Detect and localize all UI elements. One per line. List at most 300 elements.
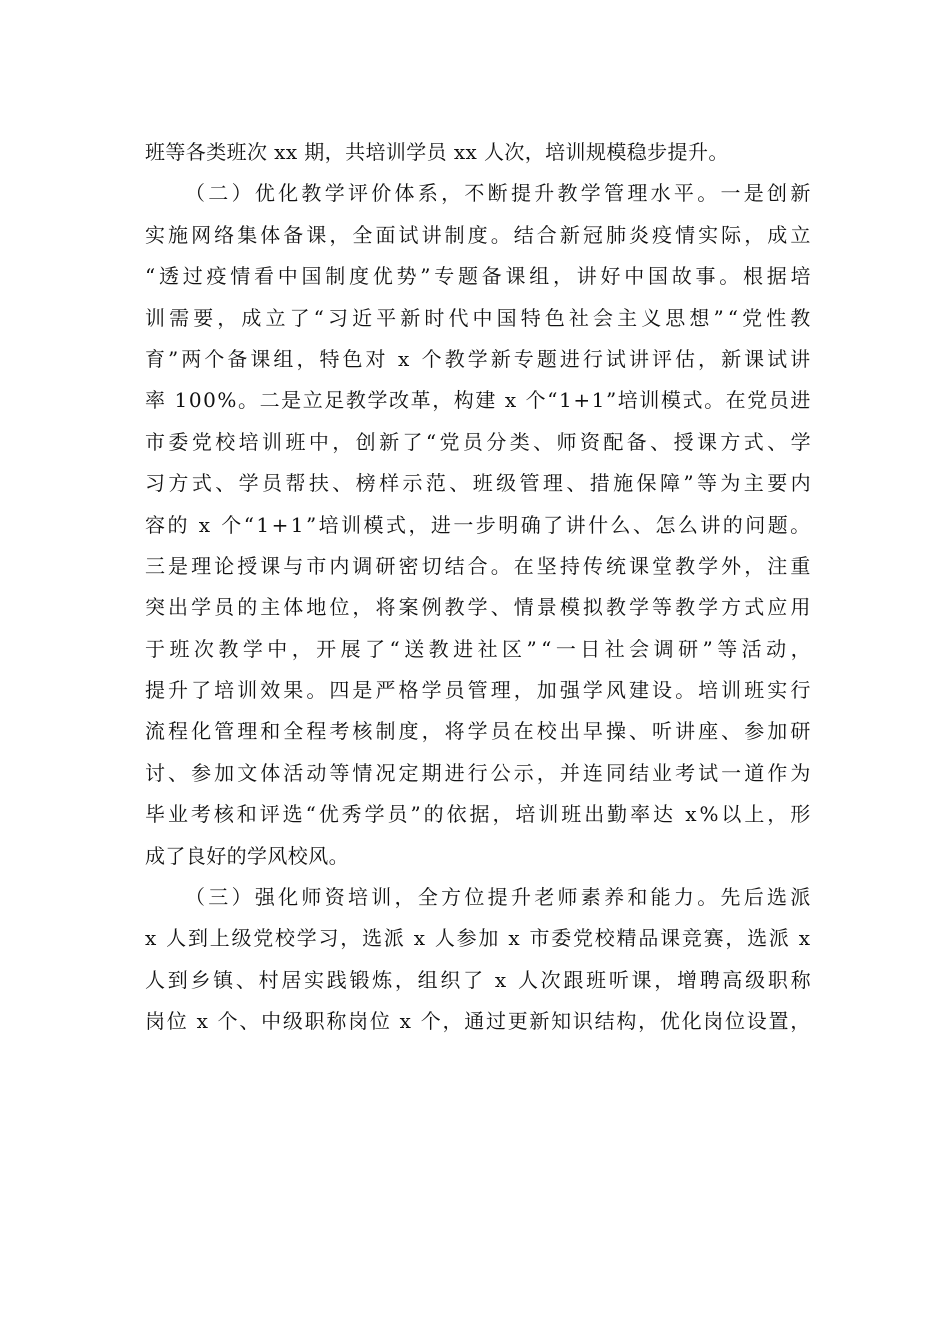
glyph: 的 bbox=[167, 512, 188, 537]
glyph: 新 bbox=[721, 346, 742, 371]
glyph: 职 bbox=[767, 967, 789, 992]
glyph: 。 bbox=[704, 388, 725, 413]
glyph: 校 bbox=[275, 926, 296, 951]
glyph: 保 bbox=[636, 471, 657, 496]
glyph: 试 bbox=[605, 346, 627, 371]
glyph: 两 bbox=[181, 346, 202, 371]
glyph: 问 bbox=[745, 512, 766, 537]
glyph: 党 bbox=[742, 305, 763, 330]
glyph: 员 bbox=[462, 429, 484, 454]
glyph: 1 bbox=[559, 388, 573, 413]
glyph: 备 bbox=[283, 222, 304, 247]
glyph: 、 bbox=[215, 471, 236, 496]
glyph: 试 bbox=[398, 222, 419, 247]
glyph: 聘 bbox=[699, 967, 721, 992]
glyph: 调 bbox=[653, 636, 675, 661]
glyph: 培 bbox=[698, 678, 719, 703]
glyph: 同 bbox=[605, 760, 627, 785]
glyph: 构 bbox=[616, 1009, 637, 1034]
glyph: 资 bbox=[324, 885, 346, 910]
glyph: 讲 bbox=[675, 719, 696, 744]
glyph: 1 bbox=[256, 512, 270, 537]
glyph: 职 bbox=[304, 1009, 326, 1034]
glyph: 出 bbox=[559, 719, 581, 744]
glyph: 密 bbox=[398, 553, 419, 578]
glyph: 派 bbox=[383, 926, 405, 951]
glyph: 加 bbox=[214, 760, 235, 785]
glyph: 位 bbox=[166, 1009, 188, 1034]
glyph: 容 bbox=[145, 512, 166, 537]
glyph: 通 bbox=[464, 1009, 485, 1034]
glyph: 校 bbox=[215, 429, 236, 454]
glyph: 称 bbox=[790, 967, 811, 992]
glyph: 讲 bbox=[565, 512, 587, 537]
glyph: 加 bbox=[478, 926, 499, 951]
glyph: 优 bbox=[254, 181, 276, 206]
glyph: 岗 bbox=[703, 1009, 724, 1034]
glyph: 国 bbox=[301, 264, 322, 289]
glyph: 式 bbox=[385, 512, 407, 537]
glyph: 践 bbox=[326, 967, 348, 992]
glyph: 么 bbox=[610, 512, 631, 537]
glyph: 确 bbox=[520, 512, 542, 537]
glyph: “ bbox=[727, 305, 739, 330]
glyph: x bbox=[399, 1009, 412, 1034]
glyph: 派 bbox=[768, 926, 790, 951]
glyph: 制 bbox=[325, 264, 346, 289]
glyph: 选 bbox=[747, 926, 768, 951]
glyph bbox=[392, 1001, 399, 1042]
glyph: 训 bbox=[237, 678, 258, 703]
glyph: ， bbox=[790, 636, 811, 661]
glyph: 体 bbox=[394, 181, 415, 206]
glyph: 竞 bbox=[681, 926, 703, 951]
glyph: 革 bbox=[410, 388, 432, 413]
glyph: 讨 bbox=[145, 760, 166, 785]
glyph: 传 bbox=[582, 553, 604, 578]
glyph: 教 bbox=[557, 181, 578, 206]
glyph: 进 bbox=[559, 346, 581, 371]
glyph: 等 bbox=[696, 471, 718, 496]
glyph bbox=[210, 1001, 217, 1042]
glyph: 、 bbox=[449, 471, 470, 496]
glyph: 称 bbox=[326, 1009, 347, 1034]
glyph: 出 bbox=[584, 802, 605, 827]
glyph: 后 bbox=[743, 885, 765, 910]
glyph: 市 bbox=[529, 926, 550, 951]
glyph: x bbox=[494, 967, 507, 992]
glyph: 课 bbox=[306, 222, 327, 247]
glyph: 率 bbox=[630, 802, 651, 827]
glyph: 应 bbox=[767, 595, 788, 620]
glyph: 级 bbox=[282, 1009, 304, 1034]
glyph: 班 bbox=[472, 471, 494, 496]
glyph: 人 bbox=[434, 926, 456, 951]
glyph: 在 bbox=[725, 388, 747, 413]
glyph: 。 bbox=[306, 678, 327, 703]
glyph: 网 bbox=[191, 222, 212, 247]
glyph: 分 bbox=[486, 429, 507, 454]
glyph: 上 bbox=[209, 926, 231, 951]
glyph: 成 bbox=[241, 305, 262, 330]
glyph: 体 bbox=[260, 222, 281, 247]
glyph: 区 bbox=[502, 636, 523, 661]
glyph: 以 bbox=[721, 802, 742, 827]
glyph: 肺 bbox=[605, 222, 627, 247]
glyph: 堂 bbox=[652, 553, 673, 578]
body-text bbox=[145, 132, 811, 1043]
glyph: ， bbox=[744, 222, 765, 247]
glyph: 锻 bbox=[349, 967, 370, 992]
glyph: 委 bbox=[551, 926, 572, 951]
glyph: 赛 bbox=[703, 926, 725, 951]
glyph: 训 bbox=[341, 512, 362, 537]
glyph: 。 bbox=[719, 264, 740, 289]
glyph: 班 bbox=[744, 678, 765, 703]
glyph: 更 bbox=[507, 1009, 529, 1034]
glyph: 听 bbox=[608, 967, 630, 992]
glyph: 素 bbox=[580, 885, 602, 910]
glyph: 个 bbox=[525, 388, 547, 413]
glyph: 开 bbox=[316, 636, 337, 661]
glyph: 需 bbox=[169, 305, 190, 330]
glyph: 班 bbox=[586, 967, 607, 992]
glyph: 加 bbox=[536, 678, 558, 703]
glyph: 1 bbox=[591, 388, 605, 413]
glyph: 1 bbox=[290, 512, 304, 537]
glyph: 参 bbox=[191, 760, 212, 785]
glyph: 进 bbox=[453, 636, 474, 661]
paragraph-line bbox=[145, 380, 811, 421]
glyph: 三 bbox=[145, 553, 166, 578]
glyph: 国 bbox=[496, 305, 518, 330]
glyph: 地 bbox=[306, 595, 327, 620]
glyph: ， bbox=[421, 719, 442, 744]
glyph: 坚 bbox=[536, 553, 558, 578]
glyph: 式 bbox=[682, 388, 703, 413]
glyph: 好 bbox=[600, 264, 621, 289]
glyph: 提 bbox=[510, 181, 532, 206]
glyph: 、 bbox=[628, 719, 650, 744]
glyph: 培 bbox=[790, 264, 811, 289]
glyph: 改 bbox=[389, 388, 410, 413]
glyph: “ bbox=[541, 636, 552, 661]
glyph: 模 bbox=[363, 512, 384, 537]
glyph: 培 bbox=[347, 885, 369, 910]
glyph: 力 bbox=[673, 885, 695, 910]
glyph: 级 bbox=[745, 967, 766, 992]
glyph: 选 bbox=[767, 885, 788, 910]
glyph: + bbox=[271, 512, 289, 537]
glyph: 置 bbox=[768, 1009, 789, 1034]
glyph: 强 bbox=[254, 885, 276, 910]
glyph: 一 bbox=[720, 181, 741, 206]
glyph: ， bbox=[394, 885, 415, 910]
glyph: 学 bbox=[698, 595, 719, 620]
glyph: 了 bbox=[289, 305, 310, 330]
glyph: % bbox=[699, 802, 719, 827]
glyph: 、 bbox=[168, 760, 189, 785]
glyph: 学 bbox=[191, 595, 212, 620]
glyph: 内 bbox=[329, 553, 350, 578]
glyph: 突 bbox=[145, 595, 166, 620]
glyph: 公 bbox=[490, 760, 512, 785]
glyph: 组 bbox=[273, 346, 294, 371]
glyph: 0 bbox=[188, 388, 202, 413]
glyph: 体 bbox=[283, 595, 304, 620]
glyph: ， bbox=[513, 678, 535, 703]
glyph: 况 bbox=[375, 760, 396, 785]
glyph: 与 bbox=[283, 553, 304, 578]
glyph: 示 bbox=[513, 760, 535, 785]
glyph: ） bbox=[231, 181, 252, 206]
glyph: 模 bbox=[559, 595, 581, 620]
glyph: 式 bbox=[743, 429, 765, 454]
glyph: 党 bbox=[439, 429, 460, 454]
glyph: 位 bbox=[725, 1009, 746, 1034]
glyph: 考 bbox=[190, 802, 212, 827]
glyph: 、 bbox=[632, 512, 654, 537]
glyph: 题 bbox=[767, 512, 789, 537]
glyph: 动 bbox=[766, 636, 787, 661]
glyph: 优 bbox=[318, 802, 340, 827]
glyph: 管 bbox=[519, 471, 540, 496]
glyph: 主 bbox=[743, 471, 765, 496]
glyph: 新 bbox=[529, 1009, 550, 1034]
glyph: ， bbox=[744, 553, 765, 578]
glyph: 步 bbox=[475, 512, 497, 537]
glyph: 训 bbox=[371, 885, 392, 910]
glyph: 训 bbox=[639, 388, 660, 413]
glyph: 新 bbox=[400, 305, 421, 330]
glyph: 方 bbox=[721, 595, 742, 620]
glyph: 和 bbox=[236, 802, 258, 827]
paragraph-line bbox=[145, 753, 811, 794]
glyph: ” bbox=[683, 471, 694, 496]
glyph: 全 bbox=[417, 885, 439, 910]
glyph: 资 bbox=[579, 429, 601, 454]
glyph: 在 bbox=[513, 719, 535, 744]
glyph: 制 bbox=[375, 719, 396, 744]
glyph bbox=[389, 339, 396, 380]
glyph: 。 bbox=[790, 512, 811, 537]
glyph: 秀 bbox=[341, 802, 363, 827]
glyph: “ bbox=[313, 305, 325, 330]
glyph: 代 bbox=[448, 305, 469, 330]
glyph bbox=[427, 918, 434, 959]
glyph: 期 bbox=[421, 760, 442, 785]
glyph: 时 bbox=[424, 305, 445, 330]
glyph: 培 bbox=[214, 678, 235, 703]
glyph: 学 bbox=[628, 595, 650, 620]
glyph: 是 bbox=[743, 181, 765, 206]
glyph: 重 bbox=[790, 553, 811, 578]
glyph: 课 bbox=[628, 553, 650, 578]
glyph: 加 bbox=[767, 719, 788, 744]
glyph: 教 bbox=[345, 388, 367, 413]
glyph: 管 bbox=[467, 678, 489, 703]
glyph: 训 bbox=[262, 429, 283, 454]
glyph: 了 bbox=[543, 512, 564, 537]
glyph: 管 bbox=[604, 181, 625, 206]
glyph: 课 bbox=[660, 926, 681, 951]
glyph: ， bbox=[352, 595, 373, 620]
glyph: 势 bbox=[396, 264, 417, 289]
glyph: “ bbox=[145, 264, 156, 289]
glyph: 提 bbox=[145, 678, 166, 703]
glyph: 什 bbox=[588, 512, 609, 537]
glyph: 估 bbox=[675, 346, 696, 371]
glyph: 方 bbox=[441, 885, 462, 910]
glyph: ， bbox=[432, 388, 453, 413]
glyph: 学 bbox=[364, 802, 385, 827]
glyph: 个 bbox=[221, 512, 242, 537]
glyph: 三 bbox=[208, 885, 229, 910]
glyph: 讲 bbox=[628, 346, 650, 371]
glyph: 二 bbox=[208, 181, 229, 206]
glyph: x bbox=[685, 802, 697, 827]
glyph: 等 bbox=[717, 636, 738, 661]
glyph: x bbox=[508, 926, 520, 951]
glyph: 的 bbox=[722, 512, 744, 537]
glyph: 选 bbox=[362, 926, 383, 951]
glyph: x bbox=[504, 388, 517, 413]
glyph: 教 bbox=[444, 346, 466, 371]
glyph: 进 bbox=[430, 512, 452, 537]
glyph: 活 bbox=[741, 636, 763, 661]
glyph: 党 bbox=[191, 429, 213, 454]
glyph: 施 bbox=[168, 222, 189, 247]
glyph: 据 bbox=[469, 802, 490, 827]
glyph: 水 bbox=[650, 181, 672, 206]
glyph: 式 bbox=[744, 595, 765, 620]
glyph: 委 bbox=[168, 429, 189, 454]
paragraph-line bbox=[145, 918, 811, 959]
glyph: ， bbox=[492, 802, 513, 827]
glyph: 次 bbox=[193, 636, 215, 661]
glyph: 试 bbox=[767, 346, 788, 371]
glyph: 知 bbox=[551, 1009, 572, 1034]
glyph: 市 bbox=[306, 553, 327, 578]
glyph: 思 bbox=[665, 305, 686, 330]
glyph: 扶 bbox=[308, 471, 330, 496]
glyph bbox=[413, 1001, 420, 1042]
glyph: 课 bbox=[260, 553, 281, 578]
glyph: 授 bbox=[673, 429, 694, 454]
glyph: 平 bbox=[673, 181, 695, 206]
glyph: 新 bbox=[559, 222, 581, 247]
glyph: 学 bbox=[324, 181, 346, 206]
glyph: 为 bbox=[790, 760, 811, 785]
glyph: 研 bbox=[678, 636, 699, 661]
glyph: 升 bbox=[510, 885, 532, 910]
glyph: 0 bbox=[203, 388, 217, 413]
glyph: 样 bbox=[379, 471, 400, 496]
glyph: 员 bbox=[490, 719, 512, 744]
glyph: 社 bbox=[477, 636, 498, 661]
glyph: 党 bbox=[747, 388, 768, 413]
glyph: 度 bbox=[348, 264, 370, 289]
glyph: 障 bbox=[659, 471, 681, 496]
glyph: 创 bbox=[355, 429, 377, 454]
glyph: 学 bbox=[467, 595, 489, 620]
glyph: 派 bbox=[790, 885, 811, 910]
glyph bbox=[412, 339, 419, 380]
glyph: 情 bbox=[230, 264, 251, 289]
glyph: 范 bbox=[425, 471, 447, 496]
paragraph-heading-line bbox=[145, 877, 811, 918]
glyph: ， bbox=[767, 802, 788, 827]
glyph: 业 bbox=[652, 760, 673, 785]
glyph bbox=[406, 918, 413, 959]
glyph: 论 bbox=[214, 553, 235, 578]
glyph: 建 bbox=[475, 388, 496, 413]
glyph: 配 bbox=[603, 429, 624, 454]
glyph: 理 bbox=[191, 553, 212, 578]
glyph: 。 bbox=[675, 678, 696, 703]
paragraph-line bbox=[145, 215, 811, 256]
glyph: 于 bbox=[145, 636, 166, 661]
glyph: 调 bbox=[352, 553, 373, 578]
glyph: 个 bbox=[204, 346, 225, 371]
glyph: 岗 bbox=[348, 1009, 369, 1034]
glyph: 、 bbox=[490, 595, 512, 620]
glyph: 、 bbox=[650, 429, 671, 454]
glyph: 例 bbox=[421, 595, 442, 620]
glyph: 程 bbox=[306, 719, 327, 744]
glyph: 居 bbox=[281, 967, 302, 992]
glyph: + bbox=[573, 388, 591, 413]
glyph: 实 bbox=[145, 222, 166, 247]
glyph: 措 bbox=[589, 471, 611, 496]
glyph: 方 bbox=[168, 471, 189, 496]
glyph: 结 bbox=[513, 222, 535, 247]
glyph: 员 bbox=[444, 678, 466, 703]
paragraph-heading-line bbox=[145, 173, 811, 214]
glyph: 市 bbox=[145, 429, 166, 454]
glyph: 等 bbox=[652, 595, 673, 620]
glyph: “ bbox=[547, 388, 558, 413]
glyph: 内 bbox=[790, 471, 811, 496]
glyph: 教 bbox=[444, 595, 466, 620]
glyph: 、 bbox=[566, 471, 587, 496]
glyph: 统 bbox=[605, 553, 627, 578]
glyph bbox=[500, 918, 507, 959]
glyph: 、 bbox=[235, 967, 257, 992]
glyph: 员 bbox=[262, 471, 283, 496]
glyph: 学 bbox=[421, 678, 442, 703]
glyph: 等 bbox=[329, 760, 350, 785]
glyph: 的 bbox=[237, 595, 258, 620]
glyph: 位 bbox=[329, 595, 350, 620]
glyph: 专 bbox=[513, 346, 535, 371]
glyph: 特 bbox=[319, 346, 340, 371]
glyph: 个 bbox=[421, 346, 443, 371]
glyph: 方 bbox=[720, 429, 741, 454]
glyph: 人 bbox=[145, 967, 166, 992]
glyph: “ bbox=[389, 636, 401, 661]
glyph: 严 bbox=[375, 678, 396, 703]
glyph: ” bbox=[702, 636, 714, 661]
glyph bbox=[791, 918, 798, 959]
paragraph-line bbox=[145, 339, 811, 380]
glyph: 个 bbox=[217, 1009, 239, 1034]
glyph: 行 bbox=[582, 346, 604, 371]
glyph: 足 bbox=[324, 388, 345, 413]
glyph: 断 bbox=[487, 181, 509, 206]
glyph: ， bbox=[296, 346, 317, 371]
glyph: 中 bbox=[267, 636, 288, 661]
